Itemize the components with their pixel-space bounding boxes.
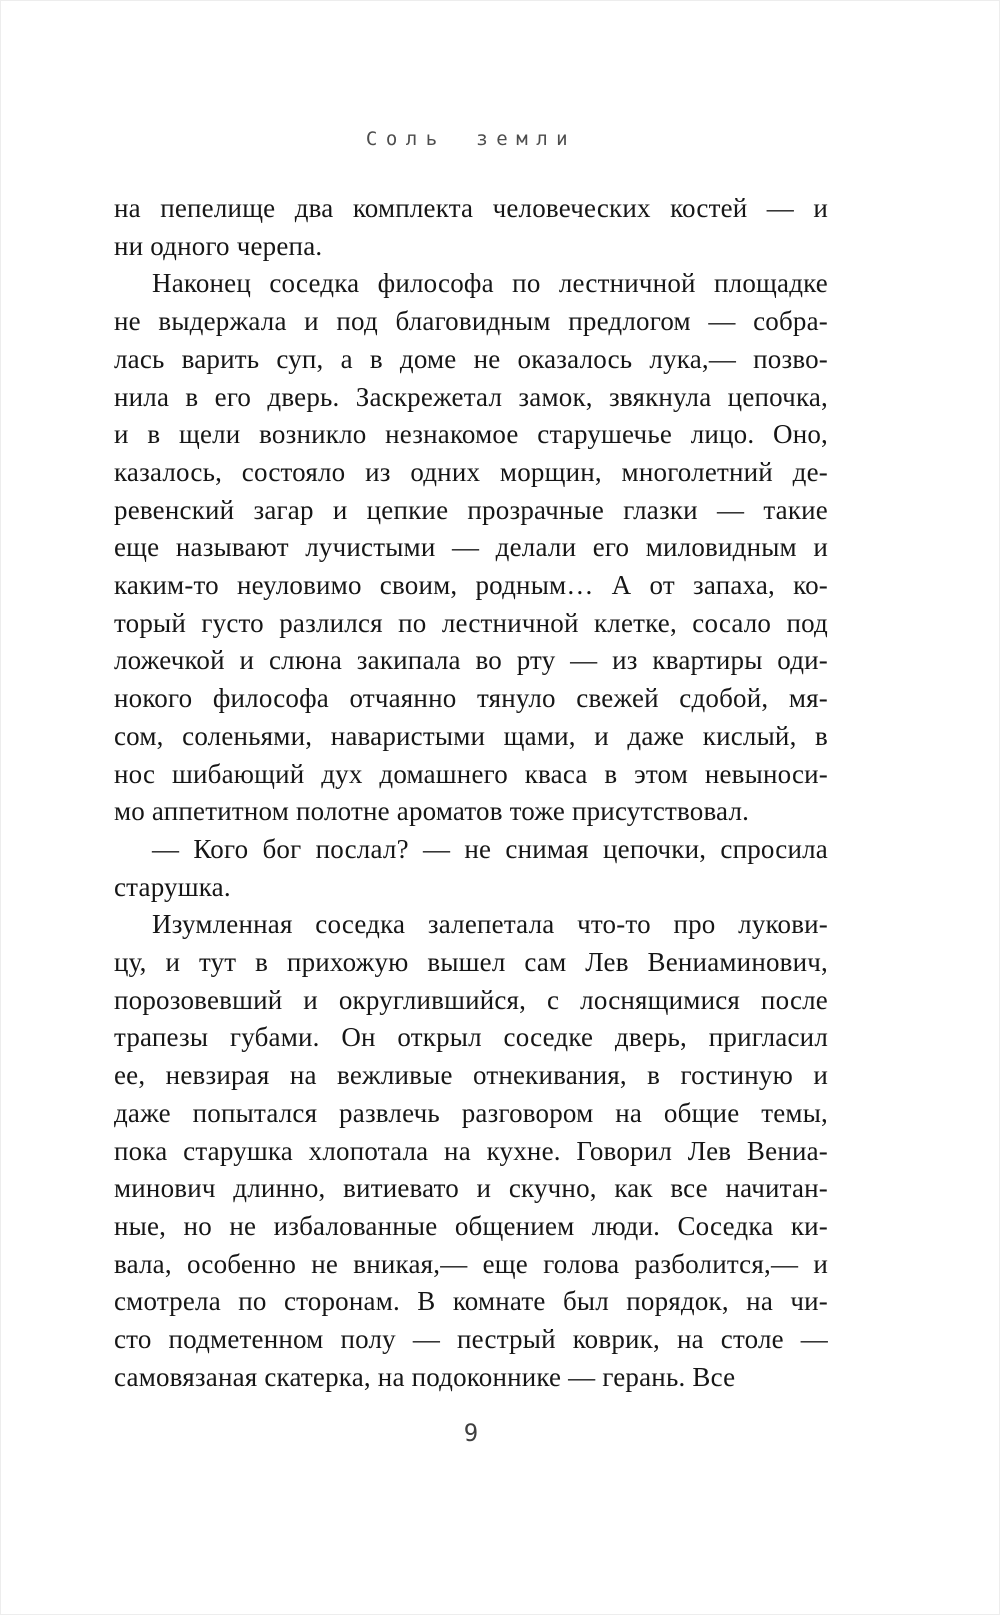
- text-line: ложечкой и слюна закипала во рту — из квартиры оди-: [114, 645, 828, 676]
- text-line: еще называют лучистыми — делали его миловидным и: [114, 532, 828, 563]
- text-block: [114, 190, 828, 1397]
- text-line: казалось, состояло из одних морщин, многолетний де-: [114, 456, 828, 487]
- text-line: пока старушка хлопотала на кухне. Говорил Лев Вениа-: [114, 1135, 828, 1166]
- text-line: вала, особенно не вникая,— еще голова разболится,— и: [114, 1248, 828, 1279]
- text-line: и в щели возникло незнакомое старушечье лицо. Оно,: [114, 419, 828, 450]
- text-line: мо аппетитном полотне ароматов тоже присутствовал.: [114, 796, 750, 827]
- text-line: ревенский загар и цепкие прозрачные глазки — такие: [114, 494, 828, 525]
- text-line: каким-то неуловимо своим, родным… А от запаха, ко-: [114, 570, 828, 601]
- text-line: — Кого бог послал? — не снимая цепочки, спросила: [152, 833, 828, 864]
- text-line: нос шибающий дух домашнего кваса в этом невыноси-: [114, 758, 828, 789]
- text-line: сто подметенном полу — пестрый коврик, на столе —: [114, 1324, 828, 1355]
- text-line: Наконец соседка философа по лестничной площадке: [152, 268, 828, 299]
- text-line: старушка.: [114, 871, 231, 902]
- text-line: ее, невзирая на вежливые отнекивания, в гостиную и: [114, 1060, 828, 1091]
- text-line: лась варить суп, а в доме не оказалось лука,— позво-: [114, 343, 828, 374]
- text-line: Изумленная соседка залепетала что-то про лукови-: [152, 909, 828, 940]
- text-line: порозовевший и округлившийся, с лоснящимися после: [114, 984, 828, 1015]
- text-line: даже попытался развлечь разговором на общие темы,: [114, 1097, 828, 1128]
- text-line: смотрела по сторонам. В комнате был порядок, на чи-: [114, 1286, 828, 1317]
- text-line: ни одного черепа.: [114, 230, 323, 261]
- text-line: нокого философа отчаянно тянуло свежей сдобой, мя-: [114, 683, 828, 714]
- page-number: 9: [463, 1419, 479, 1447]
- text-line: цу, и тут в прихожую вышел сам Лев Вениаминович,: [114, 947, 828, 978]
- text-line: не выдержала и под благовидным предлогом — собра-: [114, 306, 828, 337]
- text-line: торый густо разлился по лестничной клетке, сосало под: [114, 607, 828, 638]
- text-line: сом, соленьями, наваристыми щами, и даже кислый, в: [114, 720, 828, 751]
- text-line: минович длинно, витиевато и скучно, как все начитан-: [114, 1173, 828, 1204]
- text-line: на пепелище два комплекта человеческих костей — и: [114, 193, 828, 223]
- text-line: трапезы губами. Он открыл соседке дверь, пригласил: [114, 1022, 828, 1053]
- text-line: самовязаная скатерка, на подоконнике — герань. Все: [114, 1361, 736, 1392]
- text-line: ные, но не избалованные общением люди. Соседка ки-: [114, 1210, 828, 1241]
- text-line: нила в его дверь. Заскрежетал замок, звякнула цепочка,: [114, 381, 828, 412]
- running-header: Соль земли: [365, 128, 577, 150]
